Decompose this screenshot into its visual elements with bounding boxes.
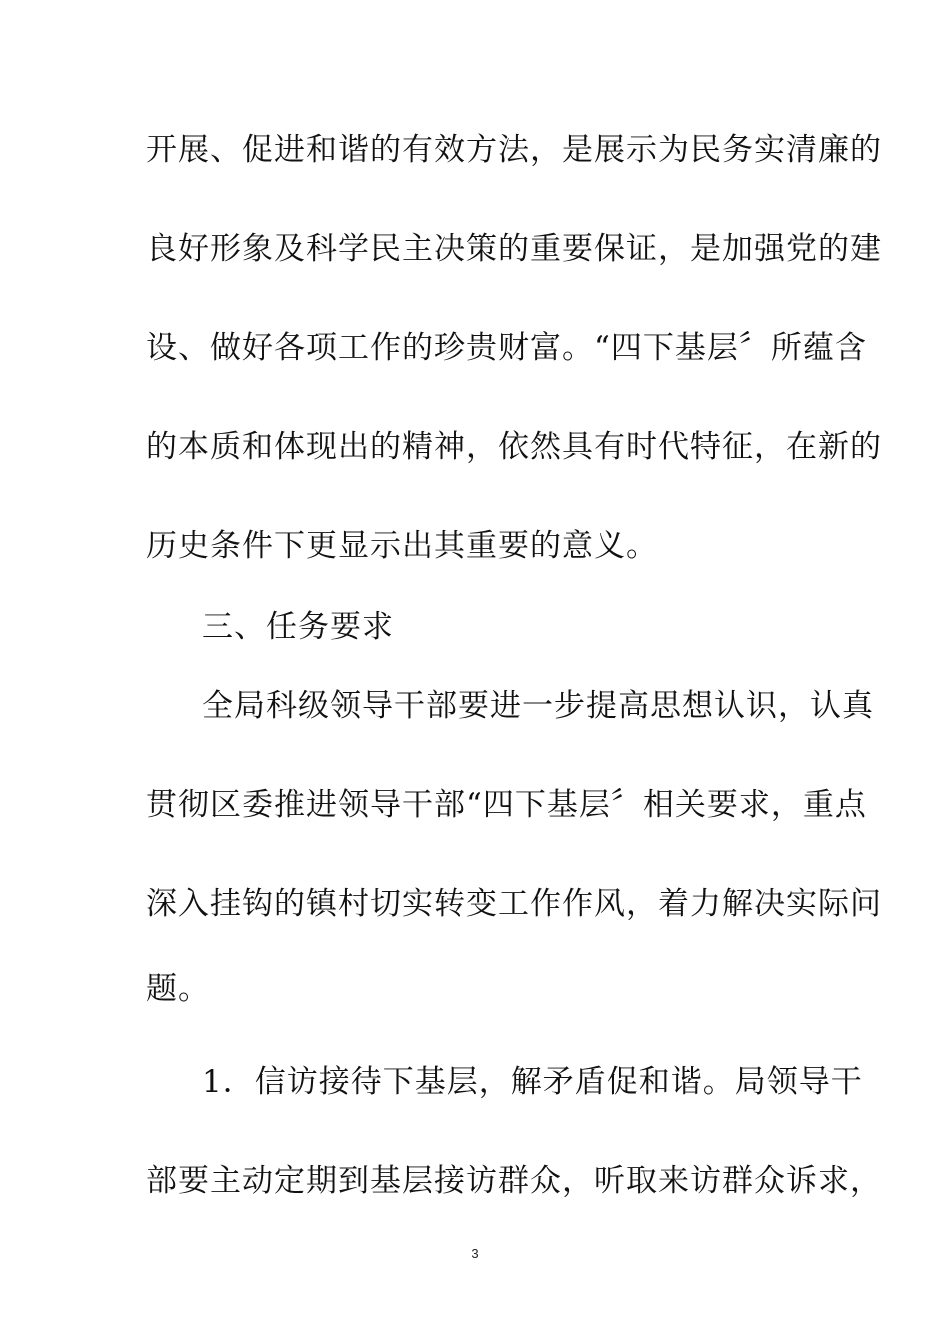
text-line: 题。 — [146, 971, 210, 1007]
section-heading: 三、任务要求 — [202, 609, 394, 645]
text-line: 部要主动定期到基层接访群众，听取来访群众诉求， — [146, 1163, 882, 1199]
text-line: 开展、促进和谐的有效方法，是展示为民务实清廉的 — [146, 132, 882, 168]
text-line: 良好形象及科学民主决策的重要保证，是加强党的建 — [146, 231, 882, 267]
text-line: 贯彻区委推进领导干部“四下基层〞相关要求，重点 — [146, 787, 867, 823]
text-line: 1．信访接待下基层，解矛盾促和谐。局领导干 — [202, 1064, 863, 1100]
page-number: 3 — [471, 1246, 479, 1261]
text-line: 全局科级领导干部要进一步提高思想认识，认真 — [202, 688, 874, 724]
text-line: 设、做好各项工作的珍贵财富。“四下基层〞所蕴含 — [146, 330, 867, 366]
text-line: 历史条件下更显示出其重要的意义。 — [146, 528, 658, 564]
text-line: 深入挂钩的镇村切实转变工作作风，着力解决实际问 — [146, 886, 882, 922]
text-line: 的本质和体现出的精神，依然具有时代特征，在新的 — [146, 429, 882, 465]
